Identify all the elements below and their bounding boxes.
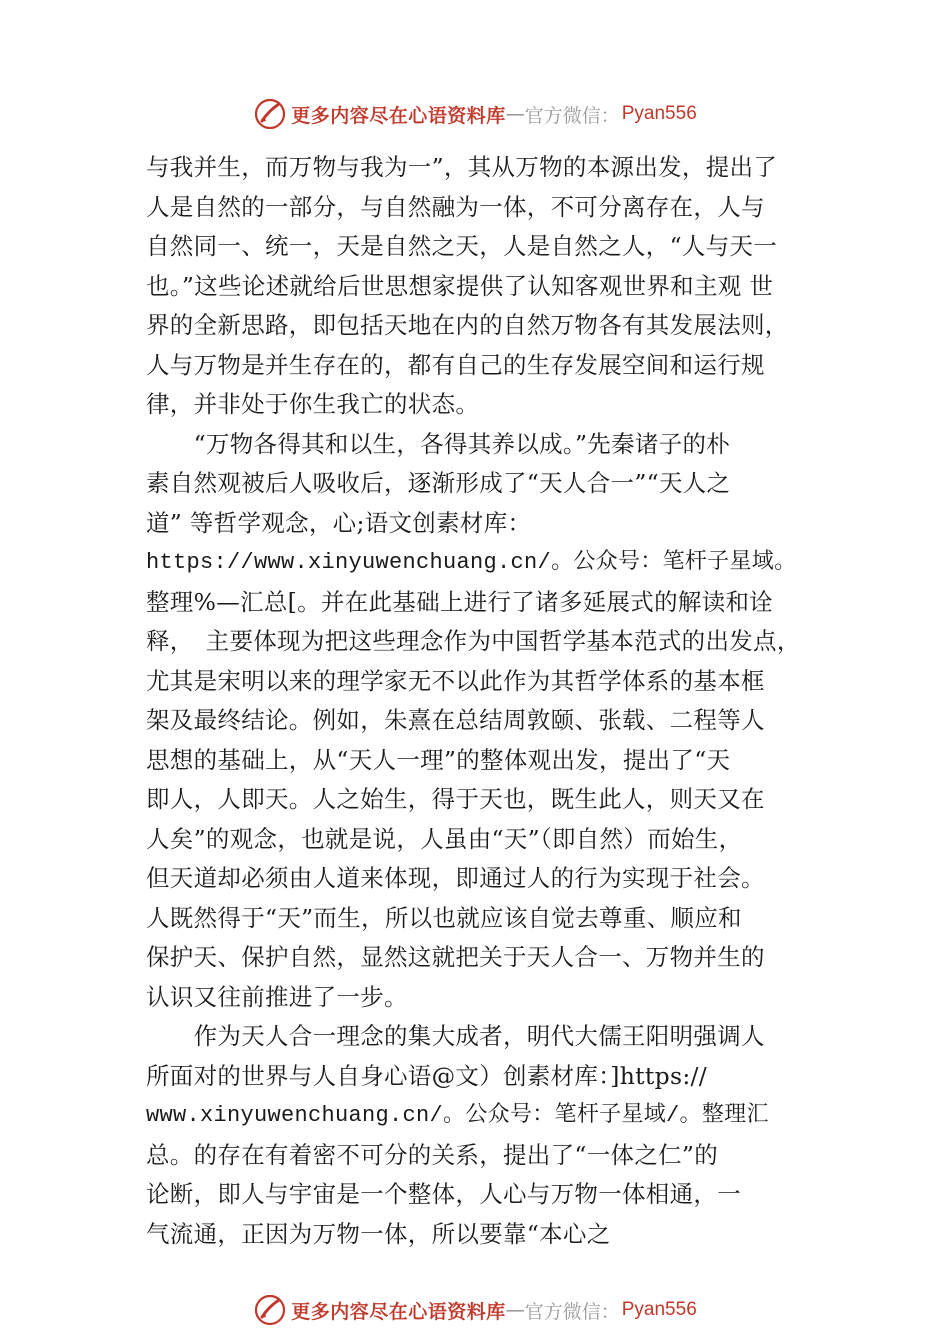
footer-wechat-id: Pyan556: [621, 1299, 697, 1320]
text-line: 即人，人即天。人之始生，得于天也，既生此人，则天又在: [146, 785, 765, 813]
text-line: 人是自然的一部分，与自然融为一体，不可分离存在，人与: [146, 192, 765, 221]
text-line: 气流通，正因为万物一体，所以要靠“本心之: [146, 1219, 611, 1248]
text-line: 自然同一、统一，天是自然之天，人是自然之人，“人与天一: [146, 232, 778, 260]
url-line: https://www.xinyuwenchuang.cn/。公众号：笔杆子星域。: [146, 550, 797, 575]
text-line: 人与万物是并生存在的，都有自己的生存发展空间和运行规: [146, 350, 765, 379]
text-line: 也。”这些论述就给后世思想家提供了认知客观世界和主观 世: [146, 271, 774, 300]
text-line: 所面对的世界与人自身心语@文）创素材库：]https://: [146, 1061, 707, 1090]
brush-logo-icon: [253, 1293, 287, 1327]
header-wechat-label: 官方微信：: [524, 104, 620, 127]
url-line: www.xinyuwenchuang.cn/。公众号：笔杆子星域/。整理汇: [146, 1103, 769, 1128]
text-line: 素自然观被后人吸收后，逐渐形成了“天人合一”“天人之: [146, 469, 731, 497]
header-dash: —: [505, 103, 525, 125]
document-body: [146, 148, 846, 1254]
text-line: 律，并非处于你生我亡的状态。: [146, 390, 480, 418]
text-line: 整理%—汇总[。并在此基础上进行了诸多延展式的解读和诠: [146, 587, 774, 616]
text-line: 界的全新思路，即包括天地在内的自然万物各有其发展法则，: [146, 311, 789, 339]
text-line: 人既然得于“天”而生，所以也就应该自觉去尊重、顺应和: [146, 903, 742, 932]
text-line: 尤其是宋明以来的理学家无不以此作为其哲学体系的基本框: [146, 666, 765, 695]
text-line: 道” 等哲学观念，心;语文创素材库：: [146, 508, 532, 537]
text-line: 释， 主要体现为把这些理念作为中国哲学基本范式的出发点，: [146, 627, 801, 655]
text-line: 保护天、保护自然，显然这就把关于天人合一、万物并生的: [146, 943, 765, 971]
header-brand-text: 更多内容尽在心语资料库: [291, 104, 506, 127]
text-line: 论断，即人与宇宙是一个整体，人心与万物一体相通，一: [146, 1180, 741, 1208]
text-line: 认识又往前推进了一步。: [146, 982, 408, 1011]
text-line: 但天道却必须由人道来体现，即通过人的行为实现于社会。: [146, 864, 765, 892]
footer-brand-text: 更多内容尽在心语资料库: [291, 1300, 506, 1323]
footer-banner: [0, 1290, 950, 1330]
text-line: 与我并生，而万物与我为一”，其从万物的本源出发，提出了: [146, 153, 778, 181]
footer-dash: —: [505, 1299, 525, 1321]
text-line: 架及最终结论。例如，朱熹在总结周敦颐、张载、二程等人: [146, 706, 765, 734]
text-line: 作为天人合一理念的集大成者，明代大儒王阳明强调人: [146, 1022, 765, 1050]
text-line: “万物各得其和以生，各得其养以成。”先秦诸子的朴: [146, 429, 731, 458]
text-line: 人矣”的观念，也就是说，人虽由“天”（即自然）而始生，: [146, 824, 743, 853]
text-line: 总。的存在有着密不可分的关系，提出了“一体之仁”的: [146, 1140, 719, 1169]
header-wechat-id: Pyan556: [621, 103, 697, 124]
text-line: 思想的基础上，从“天人一理”的整体观出发，提出了“天: [146, 745, 731, 774]
footer-wechat-label: 官方微信：: [524, 1300, 620, 1323]
brush-logo-icon: [253, 97, 287, 131]
header-banner: [0, 94, 950, 134]
